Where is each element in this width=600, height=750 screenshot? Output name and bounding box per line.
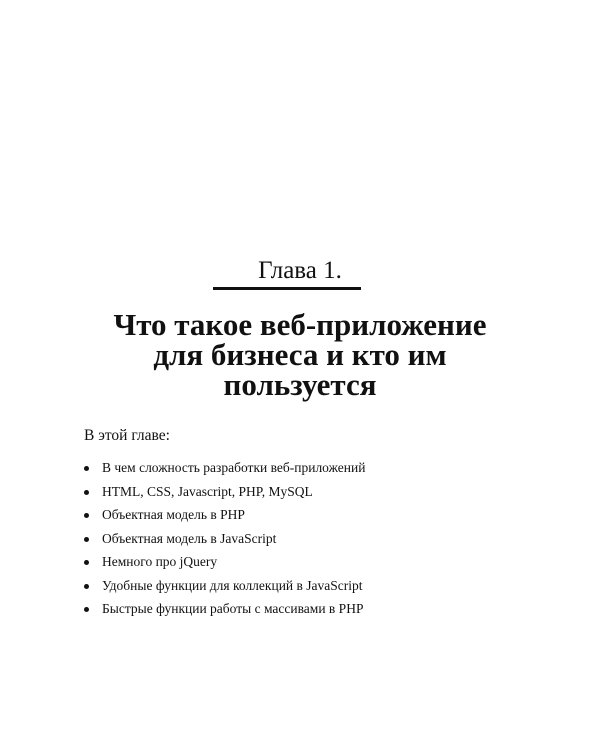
topic-item bbox=[84, 527, 365, 551]
topic-item bbox=[84, 597, 365, 621]
topic-item bbox=[84, 480, 365, 504]
chapter-title-line-1: Что такое веб-приложение bbox=[113, 307, 487, 342]
topics-list bbox=[84, 456, 365, 621]
topic-item bbox=[84, 574, 365, 598]
bullet-icon bbox=[84, 537, 89, 542]
topic-text: Объектная модель в PHP bbox=[102, 507, 245, 522]
chapter-title-line-2: для бизнеса и кто им bbox=[153, 337, 447, 372]
topic-text: Немного про jQuery bbox=[102, 554, 218, 569]
chapter-label: Глава 1. bbox=[258, 257, 342, 284]
intro-text: В этой главе: bbox=[84, 427, 170, 444]
topic-item bbox=[84, 503, 365, 527]
topic-text: Удобные функции для коллекций в JavaScript bbox=[102, 577, 363, 593]
bullet-icon bbox=[84, 490, 89, 495]
chapter-underline bbox=[213, 287, 361, 290]
bullet-icon bbox=[84, 584, 89, 589]
topic-text: Объектная модель в JavaScript bbox=[102, 530, 277, 546]
topic-item bbox=[84, 550, 365, 574]
topic-text: Быстрые функции работы с массивами в PHP bbox=[102, 601, 364, 616]
chapter-title-line-3: пользуется bbox=[223, 367, 377, 402]
topic-item bbox=[84, 456, 365, 480]
bullet-icon bbox=[84, 513, 89, 518]
bullet-icon bbox=[84, 560, 89, 565]
bullet-icon bbox=[84, 607, 89, 612]
bullet-icon bbox=[84, 466, 89, 471]
topic-text: В чем сложность разработки веб-приложений bbox=[102, 460, 366, 475]
topic-text: HTML, CSS, Javascript, PHP, MySQL bbox=[102, 483, 313, 499]
chapter-title bbox=[40, 307, 560, 402]
